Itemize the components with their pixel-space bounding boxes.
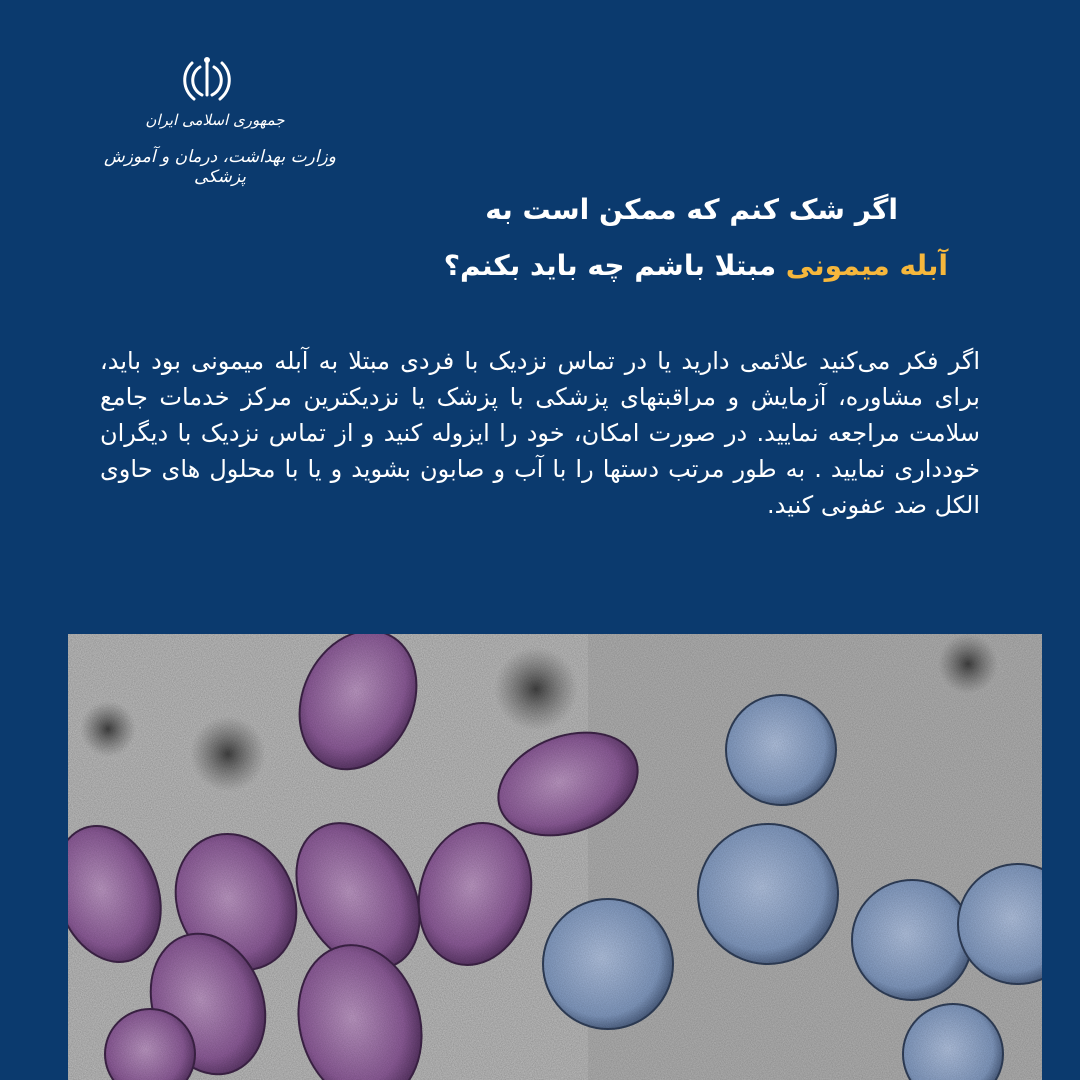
virus-micrograph — [68, 634, 1042, 1080]
title-line-2 — [248, 238, 948, 294]
micrograph-image — [68, 634, 1042, 1080]
logo-ministry-name: وزارت بهداشت، درمان و آموزش پزشکی — [104, 147, 336, 187]
logo-country-name: جمهوری اسلامی ایران — [145, 111, 285, 129]
title-line-2-rest: مبتلا باشم چه باید بکنم؟ — [443, 249, 786, 282]
ministry-logo — [80, 55, 370, 195]
iran-emblem-icon — [180, 55, 234, 103]
title-line-1: اگر شک کنم که ممکن است به — [485, 193, 898, 226]
body-paragraph: اگر فکر می‌کنید علائمی دارید یا در تماس نزدیک با فردی مبتلا به آبله میمونی بود باید، برای مشاوره، آزمایش و مراقبتهای پزشکی با پزشک یا نزدیکترین مرکز خدمات جامع سلامت مراجعه نمایید. در صورت امکان، خود را ایزوله کنید و از تماس نزدیک با دیگران خودداری نمایید . به طور مرتب دستها را با آب و صابون بشوید و یا با محلول های حاوی الکل ضد عفونی کنید. — [100, 347, 980, 519]
page-title — [248, 182, 948, 294]
title-highlight: آبله میمونی — [785, 249, 948, 282]
